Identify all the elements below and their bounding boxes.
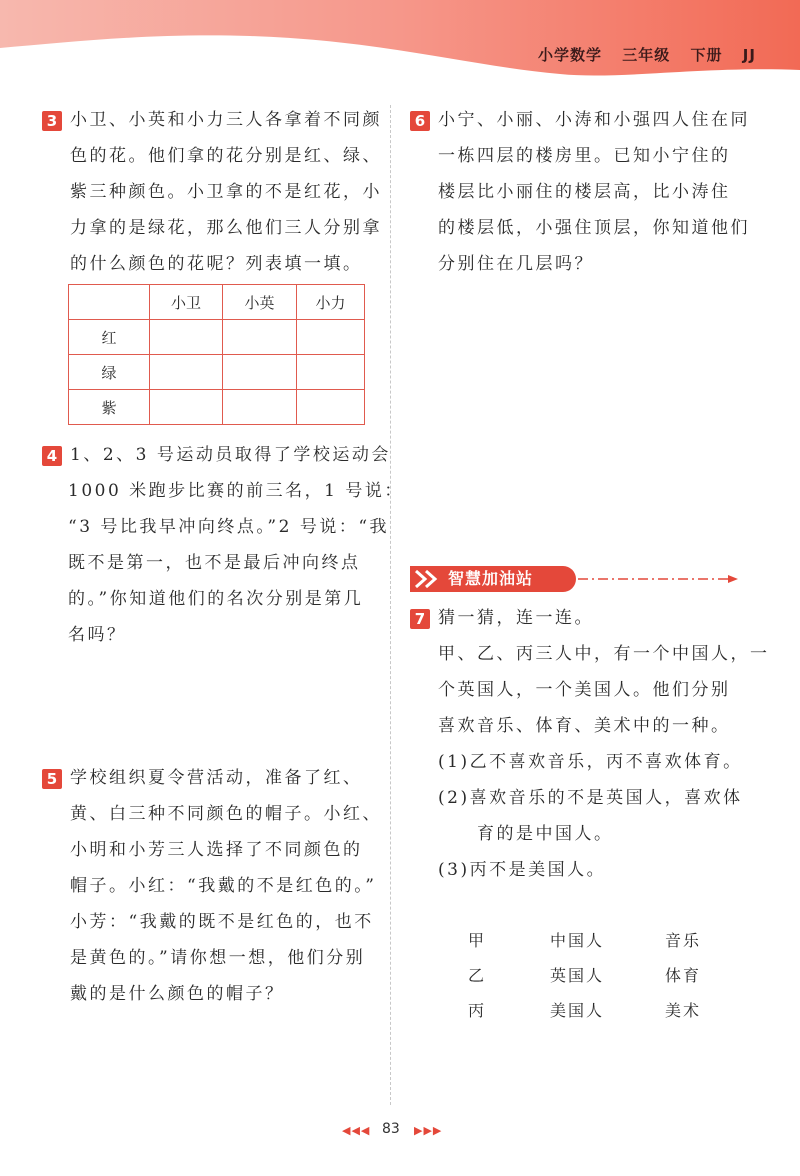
table-row-label: 绿 [69, 355, 150, 390]
q6-line: 小宁、小丽、小涛和小强四人住在同 [438, 110, 750, 130]
q3-line: 力拿的是绿花，那么他们三人分别拿 [70, 218, 382, 238]
question-number-6: 6 [410, 111, 430, 131]
table-header-cell: 小英 [223, 285, 297, 320]
q5-line: 小明和小芳三人选择了不同颜色的 [70, 840, 363, 860]
q4-line: “3 号比我早冲向终点。”2 号说：“我 [68, 517, 390, 537]
question-number-3: 3 [42, 111, 62, 131]
table-header-row [69, 285, 365, 320]
matching-grid [468, 922, 728, 1027]
q5-line: 小芳：“我戴的既不是红色的，也不 [70, 912, 374, 932]
table-header-cell: 小卫 [150, 285, 223, 320]
match-row [468, 992, 728, 1027]
q3-answer-table [68, 284, 365, 425]
table-cell[interactable] [223, 390, 297, 425]
q5-line: 学校组织夏令营活动，准备了红、 [70, 768, 363, 788]
match-hobby[interactable]: 体育 [665, 966, 702, 985]
match-nationality[interactable]: 美国人 [550, 1001, 605, 1020]
table-cell[interactable] [223, 320, 297, 355]
header-grade: 三年级 [622, 46, 671, 64]
banner-label: 智慧加油站 [444, 566, 576, 592]
table-row [69, 320, 365, 355]
q6-line: 的楼层低，小强住顶层，你知道他们 [438, 218, 750, 238]
table-cell[interactable] [297, 320, 365, 355]
right-arrows-icon: ▶▶▶ [414, 1124, 443, 1137]
table-cell[interactable] [150, 320, 223, 355]
match-row [468, 922, 728, 957]
table-header-cell: 小力 [297, 285, 365, 320]
q5-line: 戴的是什么颜色的帽子？ [70, 984, 285, 1004]
q7-line: 甲、乙、丙三人中，有一个中国人，一 [438, 644, 770, 664]
q3-line: 紫三种颜色。小卫拿的不是红花，小 [70, 182, 382, 202]
q6-line: 楼层比小丽住的楼层高，比小涛住 [438, 182, 731, 202]
question-number-5: 5 [42, 769, 62, 789]
q5-line: 是黄色的。”请你想一想，他们分别 [70, 948, 366, 968]
header-subject: 小学数学 [538, 46, 603, 64]
match-hobby[interactable]: 美术 [665, 1001, 702, 1020]
q5-line: 黄、白三种不同颜色的帽子。小红、 [70, 804, 382, 824]
table-row-label: 紫 [69, 390, 150, 425]
match-row [468, 957, 728, 992]
table-header-cell [69, 285, 150, 320]
q4-line: 既不是第一，也不是最后冲向终点 [68, 553, 361, 573]
header-title [538, 44, 770, 65]
table-cell[interactable] [150, 390, 223, 425]
question-7-title: 猜一猜，连一连。 [438, 608, 594, 628]
question-number-4: 4 [42, 446, 62, 466]
header-volume: 下册 [690, 46, 723, 64]
table-cell[interactable] [297, 390, 365, 425]
q7-line: 个英国人，一个美国人。他们分别 [438, 680, 731, 700]
q4-line: 1、2、3 号运动员取得了学校运动会 [70, 445, 391, 465]
page-footer [0, 1121, 800, 1141]
q6-line: 一栋四层的楼房里。已知小宁住的 [438, 146, 731, 166]
q7-line: (3)丙不是美国人。 [438, 860, 607, 880]
q7-line: (1)乙不喜欢音乐，丙不喜欢体育。 [438, 752, 743, 772]
table-cell[interactable] [297, 355, 365, 390]
question-7-text [438, 636, 770, 888]
match-person[interactable]: 甲 [468, 931, 487, 950]
question-6-text [438, 102, 750, 282]
table-row [69, 390, 365, 425]
q3-line: 的什么颜色的花呢？列表填一填。 [70, 254, 363, 274]
match-nationality[interactable]: 中国人 [550, 931, 605, 950]
q4-line: 的。”你知道他们的名次分别是第几 [68, 589, 364, 609]
wisdom-station-banner [410, 566, 740, 592]
left-arrows-icon: ◀◀◀ [342, 1124, 371, 1137]
question-4-text [70, 437, 404, 653]
table-cell[interactable] [223, 355, 297, 390]
match-person[interactable]: 乙 [468, 966, 487, 985]
table-row-label: 红 [69, 320, 150, 355]
q3-line: 色的花。他们拿的花分别是红、绿、 [70, 146, 382, 166]
q3-line: 小卫、小英和小力三人各拿着不同颜 [70, 110, 382, 130]
q4-line: 名吗？ [68, 625, 127, 645]
match-hobby[interactable]: 音乐 [665, 931, 702, 950]
q5-line: 帽子。小红：“我戴的不是红色的。” [70, 876, 377, 896]
dash-dot-arrow-icon [578, 574, 742, 584]
header-edition: JJ [742, 46, 756, 64]
question-3-text [70, 102, 382, 282]
q6-line: 分别住在几层吗？ [438, 254, 594, 274]
table-row [69, 355, 365, 390]
table-cell[interactable] [150, 355, 223, 390]
question-number-7: 7 [410, 609, 430, 629]
match-nationality[interactable]: 英国人 [550, 966, 605, 985]
question-5-text [70, 760, 382, 1012]
match-person[interactable]: 丙 [468, 1001, 487, 1020]
q7-line: 喜欢音乐、体育、美术中的一种。 [438, 716, 731, 736]
q4-line: 1000 米跑步比赛的前三名，1 号说： [68, 481, 404, 501]
q7-line: (2)喜欢音乐的不是英国人，喜欢体 [438, 788, 743, 808]
q7-line: 育的是中国人。 [438, 824, 614, 844]
page-number: 83 [382, 1121, 400, 1137]
